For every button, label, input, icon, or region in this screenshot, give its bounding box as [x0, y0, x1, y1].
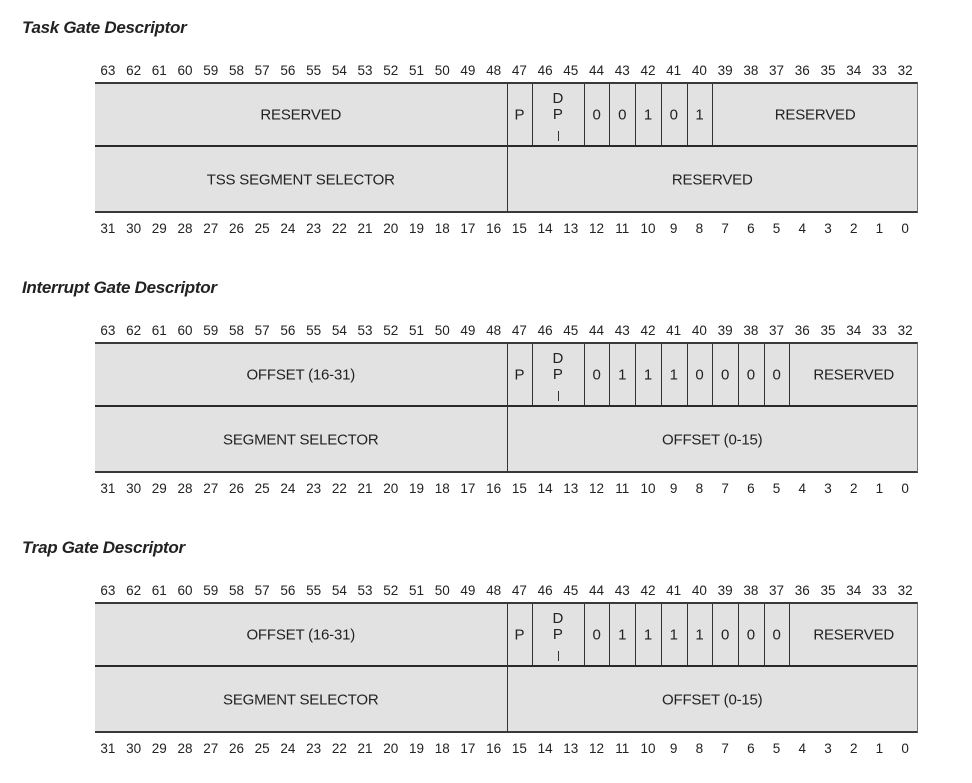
bit-field: 0 — [772, 366, 781, 384]
field-separator — [532, 604, 533, 665]
field-separator — [738, 344, 739, 405]
dpl-label-top: D — [552, 90, 564, 107]
bit-number: 41 — [666, 63, 682, 78]
bit-number: 61 — [151, 323, 167, 338]
bit-number: 6 — [747, 221, 755, 236]
bit-field: 1 — [643, 106, 653, 124]
bit-number: 44 — [589, 583, 605, 598]
bit-number: 17 — [460, 221, 476, 236]
bit-number: 33 — [871, 583, 887, 598]
bit-number: 48 — [486, 63, 502, 78]
bit-number: 61 — [151, 63, 167, 78]
bit-number: 60 — [177, 583, 193, 598]
bit-number: 63 — [100, 63, 116, 78]
bit-number: 50 — [434, 583, 450, 598]
bit-field: 0 — [592, 626, 601, 644]
bit-number: 28 — [177, 741, 193, 756]
field-separator — [764, 604, 765, 665]
bit-number: 22 — [331, 741, 347, 756]
bit-field: 0 — [695, 366, 704, 384]
bit-number: 58 — [228, 63, 244, 78]
bit-number: 44 — [589, 323, 605, 338]
bit-number: 47 — [511, 323, 527, 338]
bit-number: 23 — [306, 481, 322, 496]
bit-number: 56 — [280, 323, 296, 338]
bit-number: 53 — [357, 323, 373, 338]
bit-number: 51 — [408, 323, 424, 338]
field-separator — [532, 84, 533, 145]
bit-number: 42 — [640, 583, 656, 598]
high-bit-numbers — [0, 63, 972, 81]
bit-number: 50 — [434, 323, 450, 338]
bit-number: 60 — [177, 323, 193, 338]
bit-number: 30 — [126, 481, 142, 496]
bit-field: 1 — [695, 626, 704, 644]
dpl-label-top: D — [552, 350, 564, 367]
bit-number: 36 — [794, 63, 810, 78]
dpl-label-bottom: P — [552, 366, 563, 383]
bit-number: 40 — [691, 63, 707, 78]
bit-number: 6 — [747, 741, 755, 756]
bit-number: 31 — [100, 741, 116, 756]
bit-number: 13 — [563, 481, 579, 496]
field-separator — [789, 344, 790, 405]
field-separator — [609, 604, 610, 665]
bit-number: 37 — [769, 323, 785, 338]
bit-number: 10 — [640, 481, 656, 496]
bit-number: 59 — [203, 63, 219, 78]
bit-number: 51 — [408, 63, 424, 78]
field-separator — [635, 344, 636, 405]
bit-field: 0 — [746, 626, 755, 644]
bit-number: 5 — [772, 741, 781, 756]
bit-number: 22 — [331, 221, 347, 236]
bit-number: 45 — [563, 323, 579, 338]
bit-number: 12 — [589, 481, 605, 496]
field-separator — [712, 604, 713, 665]
bit-number: 2 — [849, 741, 858, 756]
bit-number: 20 — [383, 741, 399, 756]
bit-field: RESERVED — [813, 366, 895, 384]
bit-number: 26 — [228, 741, 244, 756]
bit-number: 17 — [460, 741, 476, 756]
bit-number: 50 — [434, 63, 450, 78]
bit-number: 25 — [254, 741, 270, 756]
bit-number: 14 — [537, 741, 553, 756]
bit-field: 0 — [746, 366, 755, 384]
low-bit-numbers — [0, 221, 972, 239]
bit-number: 6 — [747, 481, 755, 496]
dpl-tick — [558, 391, 559, 401]
bit-number: 62 — [126, 63, 142, 78]
bit-number: 9 — [669, 741, 678, 756]
bit-number: 52 — [383, 63, 399, 78]
field-separator — [687, 344, 688, 405]
bit-number: 36 — [794, 583, 810, 598]
bit-number: 28 — [177, 221, 193, 236]
bit-number: 43 — [614, 583, 630, 598]
bit-field: 1 — [695, 106, 704, 124]
bit-number: 57 — [254, 323, 270, 338]
field-separator — [789, 604, 790, 665]
bit-field: OFFSET (16-31) — [246, 626, 356, 644]
bit-field: RESERVED — [813, 626, 895, 644]
bit-number: 7 — [721, 741, 729, 756]
dpl-label-bottom: P — [552, 106, 563, 123]
bit-number: 11 — [615, 221, 630, 236]
bit-number: 43 — [614, 63, 630, 78]
bit-number: 21 — [357, 221, 373, 236]
descriptor-title: Interrupt Gate Descriptor — [22, 278, 217, 297]
field-separator — [764, 344, 765, 405]
field-separator — [661, 604, 662, 665]
descriptor-title: Trap Gate Descriptor — [22, 538, 185, 557]
bit-number: 35 — [820, 323, 836, 338]
bit-number: 18 — [434, 481, 450, 496]
bit-field: P — [514, 366, 525, 384]
bit-number: 16 — [486, 481, 502, 496]
bit-number: 3 — [824, 221, 832, 236]
bit-number: 43 — [614, 323, 630, 338]
field-separator — [635, 604, 636, 665]
bit-number: 57 — [254, 63, 270, 78]
bit-number: 51 — [408, 583, 424, 598]
bit-field: 1 — [618, 626, 627, 644]
bit-number: 46 — [537, 63, 553, 78]
bit-number: 27 — [203, 741, 219, 756]
field-separator — [532, 344, 533, 405]
field-separator — [661, 84, 662, 145]
high-bit-numbers — [0, 583, 972, 601]
bit-number: 30 — [126, 221, 142, 236]
bit-number: 40 — [691, 323, 707, 338]
dpl-tick — [558, 651, 559, 661]
bit-number: 11 — [615, 481, 630, 496]
bit-number: 1 — [875, 741, 884, 756]
bit-number: 60 — [177, 63, 193, 78]
field-separator — [584, 604, 585, 665]
bit-number: 5 — [772, 481, 781, 496]
bit-number: 56 — [280, 63, 296, 78]
bit-number: 8 — [695, 481, 704, 496]
bit-number: 39 — [717, 583, 733, 598]
bit-field: 1 — [643, 626, 653, 644]
bit-number: 54 — [331, 63, 347, 78]
bit-number: 28 — [177, 481, 193, 496]
dpl-label-top: D — [552, 610, 564, 627]
bit-number: 35 — [820, 583, 836, 598]
bit-number: 13 — [563, 741, 579, 756]
bit-number: 8 — [695, 221, 704, 236]
bit-number: 4 — [798, 221, 807, 236]
bit-number: 9 — [669, 221, 678, 236]
bit-field: 0 — [592, 366, 601, 384]
bit-number: 0 — [901, 741, 909, 756]
field-separator — [687, 604, 688, 665]
dpl-field — [553, 611, 564, 643]
bit-number: 19 — [408, 481, 424, 496]
field-separator — [687, 84, 688, 145]
bit-number: 32 — [897, 583, 913, 598]
bit-field: 0 — [592, 106, 601, 124]
bit-field: 0 — [721, 626, 730, 644]
bit-number: 29 — [151, 741, 167, 756]
bit-number: 13 — [563, 221, 579, 236]
dpl-field — [553, 91, 564, 123]
bit-field: 0 — [772, 626, 781, 644]
bit-number: 34 — [846, 323, 862, 338]
descriptor-box — [95, 82, 918, 213]
bit-field: 0 — [618, 106, 627, 124]
bit-number: 11 — [615, 741, 630, 756]
bit-number: 29 — [151, 481, 167, 496]
bit-number: 15 — [511, 741, 527, 756]
bit-number: 49 — [460, 63, 476, 78]
bit-number: 9 — [669, 481, 678, 496]
bit-number: 37 — [769, 63, 785, 78]
field-separator — [712, 344, 713, 405]
bit-number: 17 — [460, 481, 476, 496]
bit-number: 31 — [100, 221, 116, 236]
bit-number: 54 — [331, 583, 347, 598]
bit-number: 24 — [280, 481, 296, 496]
bit-number: 20 — [383, 221, 399, 236]
bit-number: 7 — [721, 221, 729, 236]
bit-number: 52 — [383, 583, 399, 598]
bit-number: 45 — [563, 63, 579, 78]
bit-number: 45 — [563, 583, 579, 598]
bit-number: 61 — [151, 583, 167, 598]
bit-field: TSS SEGMENT SELECTOR — [206, 171, 395, 189]
bit-field: P — [514, 106, 525, 124]
bit-number: 32 — [897, 323, 913, 338]
bit-number: 7 — [721, 481, 729, 496]
bit-field: 0 — [721, 366, 730, 384]
field-separator — [584, 84, 585, 145]
bit-number: 14 — [537, 481, 553, 496]
bit-number: 37 — [769, 583, 785, 598]
bit-number: 23 — [306, 221, 322, 236]
bit-field: RESERVED — [260, 106, 342, 124]
bit-number: 0 — [901, 221, 909, 236]
bit-number: 36 — [794, 323, 810, 338]
descriptor-box — [95, 602, 918, 733]
bit-number: 34 — [846, 63, 862, 78]
bit-number: 59 — [203, 583, 219, 598]
bit-number: 0 — [901, 481, 909, 496]
bit-number: 3 — [824, 741, 832, 756]
bit-number: 14 — [537, 221, 553, 236]
bit-number: 62 — [126, 323, 142, 338]
bit-number: 16 — [486, 221, 502, 236]
bit-number: 3 — [824, 481, 832, 496]
bit-number: 24 — [280, 221, 296, 236]
bit-number: 10 — [640, 741, 656, 756]
bit-number: 63 — [100, 583, 116, 598]
bit-field: RESERVED — [671, 171, 753, 189]
bit-number: 55 — [306, 323, 322, 338]
bit-number: 52 — [383, 323, 399, 338]
bit-number: 2 — [849, 221, 858, 236]
bit-number: 55 — [306, 63, 322, 78]
bit-number: 42 — [640, 63, 656, 78]
bit-field: OFFSET (16-31) — [246, 366, 356, 384]
descriptor-box — [95, 342, 918, 473]
bit-number: 18 — [434, 221, 450, 236]
bit-number: 21 — [357, 741, 373, 756]
bit-field: 0 — [669, 106, 678, 124]
dpl-tick — [558, 131, 559, 141]
bit-number: 30 — [126, 741, 142, 756]
bit-number: 2 — [849, 481, 858, 496]
bit-number: 5 — [772, 221, 781, 236]
field-separator — [661, 344, 662, 405]
bit-field: 1 — [669, 626, 678, 644]
bit-field: OFFSET (0-15) — [662, 431, 763, 449]
bit-number: 33 — [871, 323, 887, 338]
bit-number: 31 — [100, 481, 116, 496]
bit-number: 29 — [151, 221, 167, 236]
bit-number: 19 — [408, 741, 424, 756]
bit-number: 58 — [228, 323, 244, 338]
bit-number: 10 — [640, 221, 656, 236]
field-separator — [635, 84, 636, 145]
low-bit-numbers — [0, 741, 972, 759]
bit-field: SEGMENT SELECTOR — [223, 431, 379, 449]
field-separator — [609, 344, 610, 405]
bit-number: 59 — [203, 323, 219, 338]
bit-field: 1 — [618, 366, 627, 384]
bit-number: 49 — [460, 323, 476, 338]
bit-number: 44 — [589, 63, 605, 78]
bit-number: 53 — [357, 583, 373, 598]
bit-number: 18 — [434, 741, 450, 756]
bit-number: 22 — [331, 481, 347, 496]
bit-number: 26 — [228, 481, 244, 496]
bit-number: 8 — [695, 741, 704, 756]
bit-number: 38 — [743, 323, 759, 338]
bit-number: 20 — [383, 481, 399, 496]
bit-number: 4 — [798, 741, 807, 756]
bit-field: SEGMENT SELECTOR — [223, 691, 379, 709]
bit-number: 58 — [228, 583, 244, 598]
bit-number: 54 — [331, 323, 347, 338]
bit-number: 41 — [666, 323, 682, 338]
bit-number: 21 — [357, 481, 373, 496]
field-separator — [738, 604, 739, 665]
bit-field: OFFSET (0-15) — [662, 691, 763, 709]
bit-number: 41 — [666, 583, 682, 598]
field-separator — [584, 344, 585, 405]
bit-number: 4 — [798, 481, 807, 496]
bit-number: 15 — [511, 221, 527, 236]
bit-number: 38 — [743, 63, 759, 78]
field-separator — [507, 84, 508, 213]
bit-number: 24 — [280, 741, 296, 756]
bit-number: 38 — [743, 583, 759, 598]
bit-number: 12 — [589, 741, 605, 756]
bit-number: 26 — [228, 221, 244, 236]
bit-number: 27 — [203, 221, 219, 236]
bit-number: 32 — [897, 63, 913, 78]
bit-number: 23 — [306, 741, 322, 756]
bit-number: 1 — [875, 221, 884, 236]
field-separator — [507, 604, 508, 733]
dpl-field — [553, 351, 564, 383]
bit-number: 40 — [691, 583, 707, 598]
bit-number: 25 — [254, 481, 270, 496]
bit-number: 19 — [408, 221, 424, 236]
field-separator — [712, 84, 713, 145]
bit-number: 39 — [717, 323, 733, 338]
bit-field: 1 — [669, 366, 678, 384]
bit-number: 42 — [640, 323, 656, 338]
dpl-label-bottom: P — [552, 626, 563, 643]
descriptor-title: Task Gate Descriptor — [22, 18, 187, 37]
bit-number: 46 — [537, 583, 553, 598]
bit-number: 12 — [589, 221, 605, 236]
bit-number: 63 — [100, 323, 116, 338]
bit-number: 35 — [820, 63, 836, 78]
bit-number: 33 — [871, 63, 887, 78]
bit-field: RESERVED — [774, 106, 856, 124]
bit-number: 46 — [537, 323, 553, 338]
bit-number: 15 — [511, 481, 527, 496]
low-bit-numbers — [0, 481, 972, 499]
bit-number: 16 — [486, 741, 502, 756]
bit-number: 39 — [717, 63, 733, 78]
bit-number: 49 — [460, 583, 476, 598]
bit-number: 48 — [486, 323, 502, 338]
bit-number: 27 — [203, 481, 219, 496]
bit-number: 53 — [357, 63, 373, 78]
field-separator — [609, 84, 610, 145]
field-separator — [507, 344, 508, 473]
bit-number: 62 — [126, 583, 142, 598]
bit-field: P — [514, 626, 525, 644]
bit-number: 25 — [254, 221, 270, 236]
bit-number: 55 — [306, 583, 322, 598]
bit-number: 34 — [846, 583, 862, 598]
bit-number: 48 — [486, 583, 502, 598]
bit-number: 47 — [511, 63, 527, 78]
bit-number: 47 — [511, 583, 527, 598]
bit-field: 1 — [643, 366, 653, 384]
bit-number: 1 — [875, 481, 884, 496]
high-bit-numbers — [0, 323, 972, 341]
bit-number: 57 — [254, 583, 270, 598]
bit-number: 56 — [280, 583, 296, 598]
